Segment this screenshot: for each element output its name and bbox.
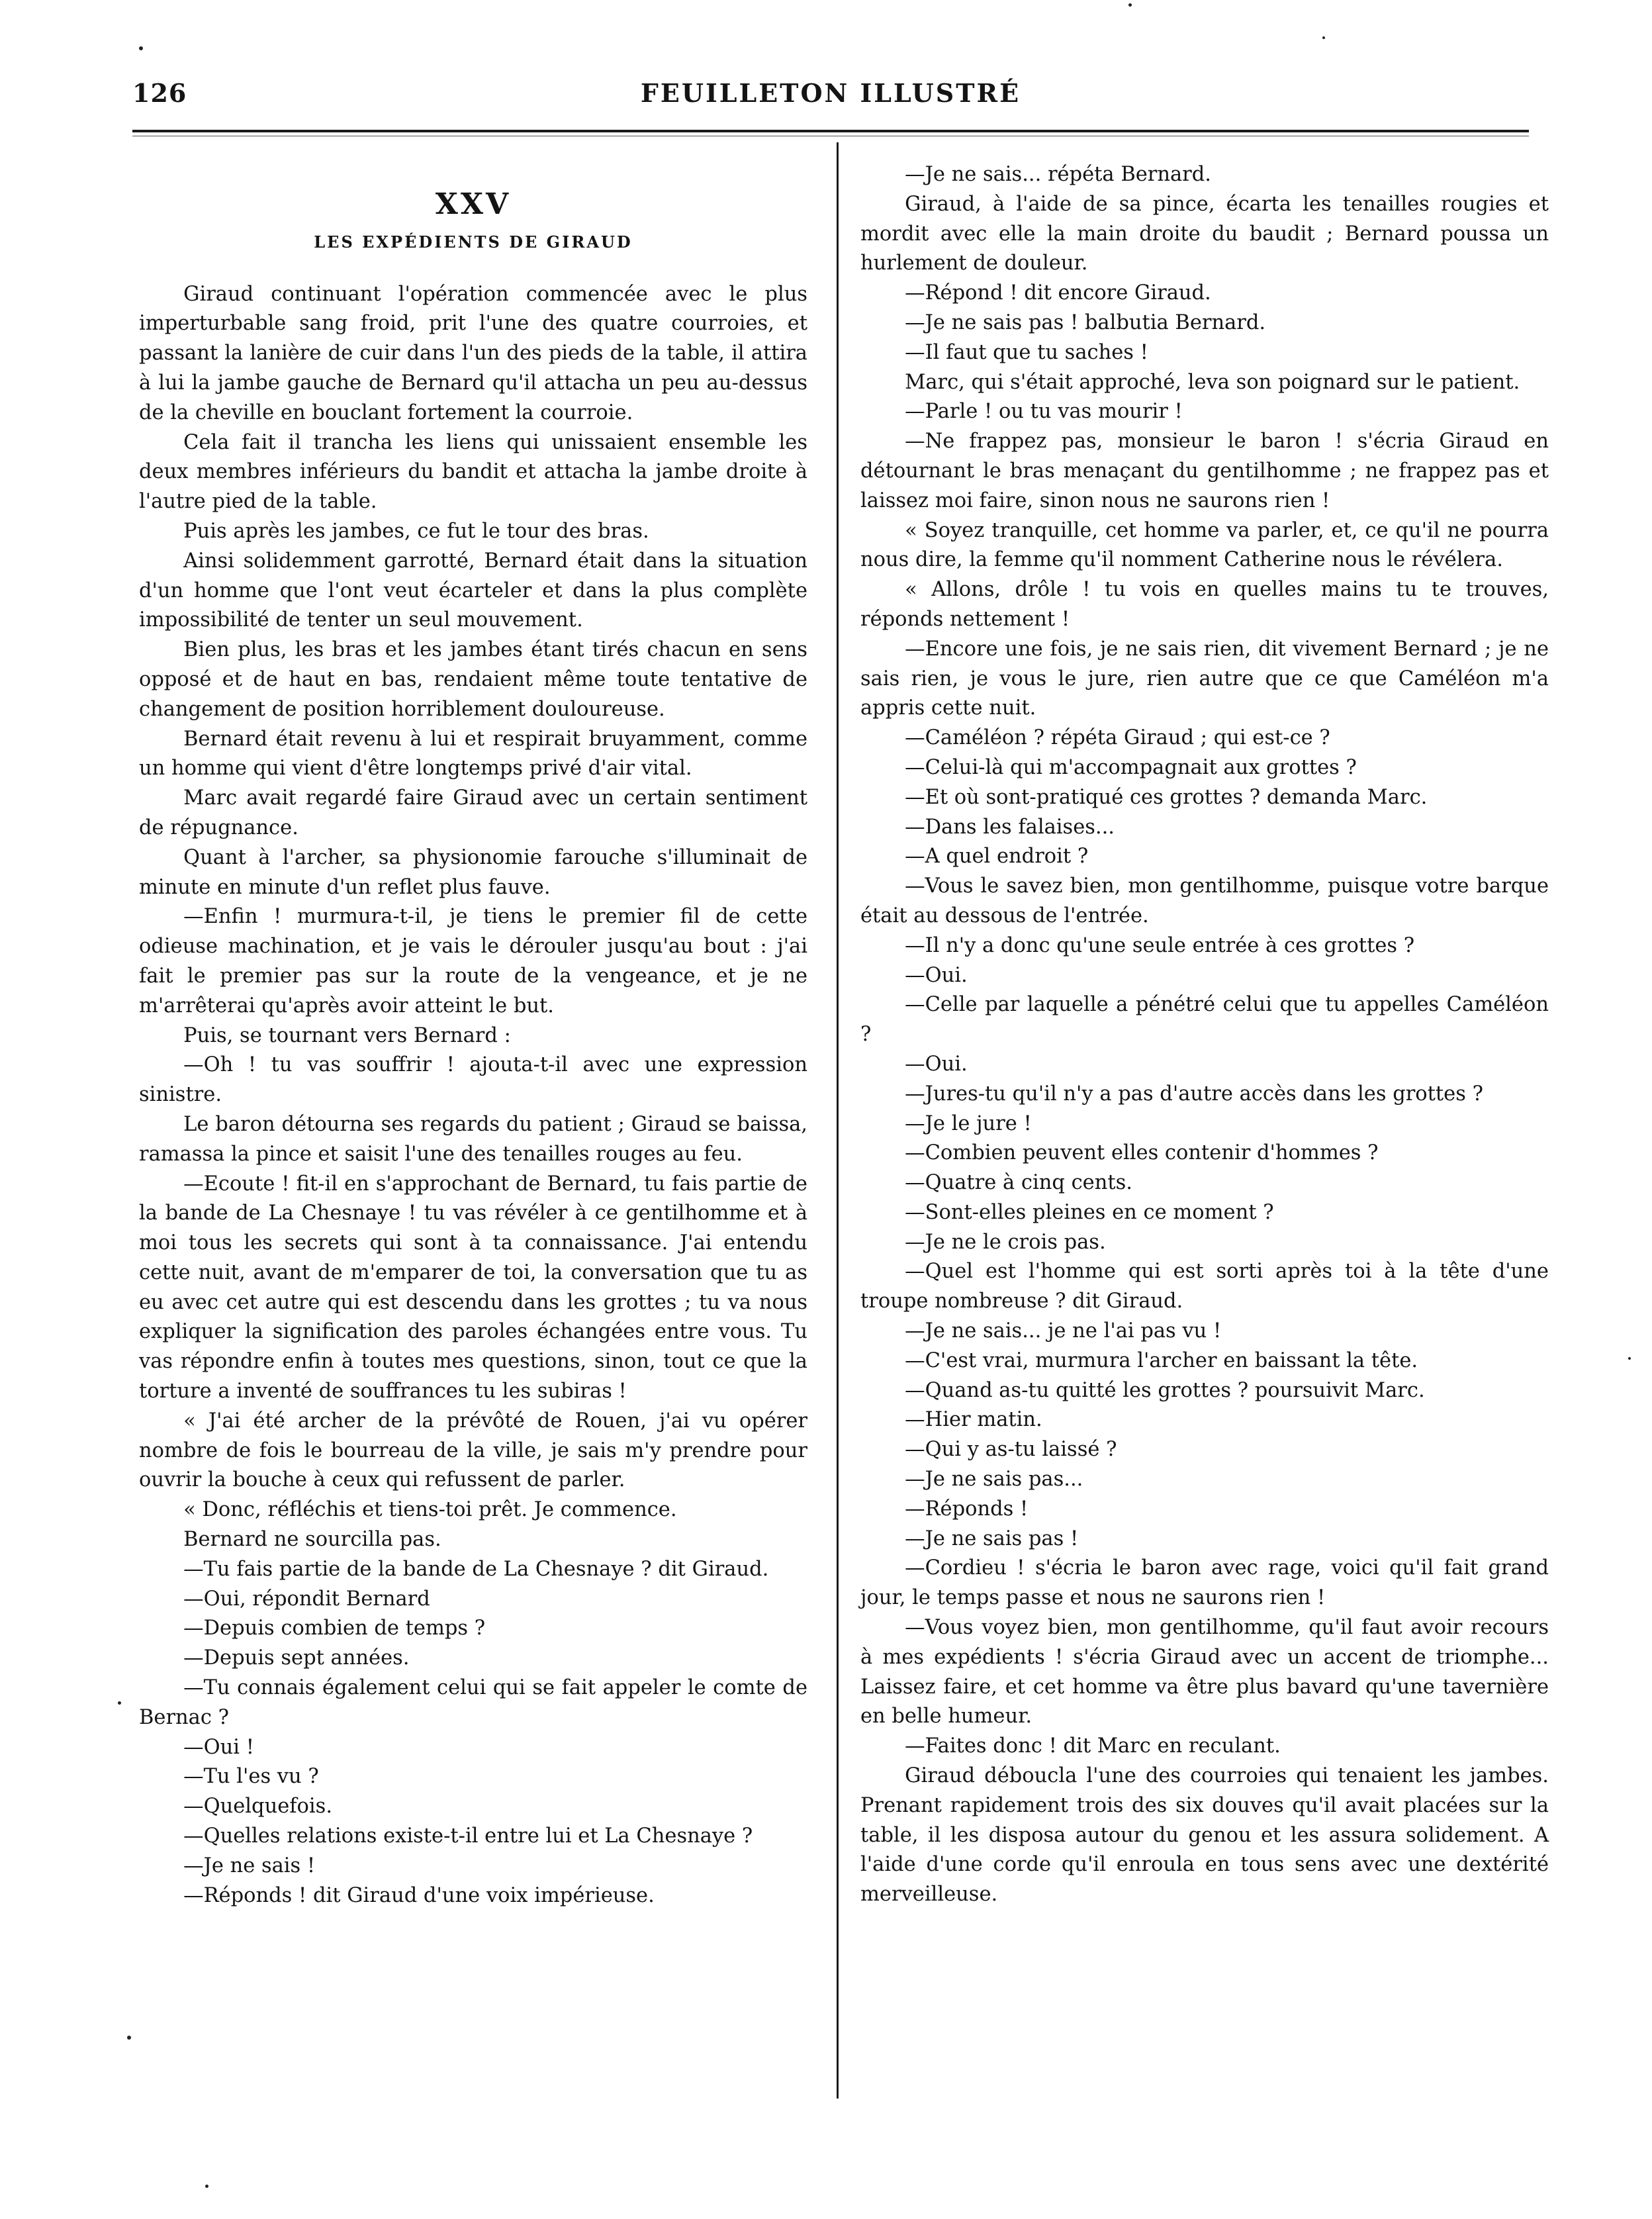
paragraph: —Je ne le crois pas.	[905, 1230, 1106, 1254]
paragraph: Marc, qui s'était approché, leva son poignard sur le patient.	[905, 370, 1520, 394]
paragraph: —Jures-tu qu'il n'y a pas d'autre accès dans les grottes ?	[905, 1082, 1483, 1106]
paragraph: « Allons, drôle ! tu vois en quelles mains tu te trouves, réponds nettement !	[860, 578, 1549, 631]
paragraph: —Il n'y a donc qu'une seule entrée à ces grottes ?	[905, 933, 1415, 957]
header-rule	[132, 130, 1529, 132]
paragraph: —Oui.	[905, 963, 968, 987]
paragraph: —Sont-elles pleines en ce moment ?	[905, 1200, 1274, 1224]
paragraph: —Tu l'es vu ?	[183, 1765, 319, 1789]
scan-speck	[139, 46, 143, 50]
paragraph: —Réponds !	[905, 1497, 1029, 1521]
paragraph: —Faites donc ! dit Marc en reculant.	[905, 1734, 1281, 1758]
paragraph: —Quand as-tu quitté les grottes ? poursuivit Marc.	[905, 1378, 1425, 1402]
paragraph: —Il faut que tu saches !	[905, 340, 1148, 364]
paragraph: —Et où sont-pratiqué ces grottes ? demanda Marc.	[905, 785, 1428, 809]
paragraph: Le baron détourna ses regards du patient ; Giraud se baissa, ramassa la pince et saisit l'une des tenailles rouges au feu.	[139, 1112, 807, 1166]
paragraph: —Dans les falaises...	[905, 815, 1115, 839]
paragraph: —Oui, répondit Bernard	[183, 1587, 430, 1611]
paragraph: —Depuis sept années.	[183, 1646, 410, 1670]
scan-speck	[1128, 3, 1132, 7]
paragraph: Bien plus, les bras et les jambes étant tirés chacun en sens opposé et de haut en bas, rendaient même toute tentative de changement de position horriblement douloureuse.	[139, 638, 807, 721]
chapter-title: LES EXPÉDIENTS DE GIRAUD	[314, 232, 633, 252]
paragraph: « Soyez tranquille, cet homme va parler, et, ce qu'il ne pourra nous dire, la femme qu'il nomment Catherine nous le révélera.	[860, 518, 1549, 572]
paragraph: —Quel est l'homme qui est sorti après toi à la tête d'une troupe nombreuse ? dit Giraud.	[860, 1260, 1549, 1313]
paragraph: Marc avait regardé faire Giraud avec un certain sentiment de répugnance.	[139, 786, 807, 839]
paragraph: —Celle par laquelle a pénétré celui que tu appelles Caméléon ?	[860, 993, 1549, 1047]
paragraph: —Qui y as-tu laissé ?	[905, 1438, 1117, 1462]
paragraph: —Répond ! dit encore Giraud.	[905, 281, 1211, 305]
paragraph: —Combien peuvent elles contenir d'hommes ?	[905, 1141, 1379, 1165]
paragraph: Puis, se tournant vers Bernard :	[183, 1023, 511, 1047]
paragraph: Bernard ne sourcilla pas.	[183, 1528, 441, 1552]
column-divider	[837, 142, 839, 2099]
left-column	[139, 149, 807, 1911]
paragraph: —Je le jure !	[905, 1111, 1032, 1135]
paragraph: « Donc, réfléchis et tiens-toi prêt. Je commence.	[183, 1498, 677, 1522]
scan-speck	[127, 2036, 131, 2040]
paragraph: —Hier matin.	[905, 1408, 1042, 1432]
paragraph: « J'ai été archer de la prévôté de Rouen, j'ai vu opérer nombre de fois le bourreau de la ville, je sais m'y prendre pour ouvrir la bouche à ceux qui refussent de parler.	[139, 1409, 807, 1492]
paragraph: —Caméléon ? répéta Giraud ; qui est-ce ?	[905, 726, 1330, 750]
paragraph: —Vous le savez bien, mon gentilhomme, puisque votre barque était au dessous de l'entrée.	[860, 874, 1549, 927]
paragraph: —A quel endroit ?	[905, 845, 1089, 869]
paragraph: —Je ne sais pas ! balbutia Bernard.	[905, 310, 1266, 334]
paragraph: Bernard était revenu à lui et respirait bruyamment, comme un homme qui vient d'être longtemps privé d'air vital.	[139, 727, 807, 780]
scan-speck	[205, 2185, 208, 2188]
paragraph: —Quelquefois.	[183, 1795, 333, 1818]
page-number: 126	[132, 78, 187, 108]
paragraph: —Ne frappez pas, monsieur le baron ! s'écria Giraud en détournant le bras menaçant du gentilhomme ; ne frappez pas et laissez moi faire, sinon nous ne saurons rien !	[860, 430, 1549, 512]
scan-speck	[118, 1701, 121, 1705]
paragraph: —Ecoute ! fit-il en s'approchant de Bernard, tu fais partie de la bande de La Chesnaye ! tu vas révéler à ce gentilhomme et à moi tous les secrets qui sont à ta connaissance. J'ai entendu cette nuit, avant de m'emparer de toi, la conversation que tu as eu avec cet autre qui est descendu dans les grottes ; tu va nous expliquer la signification des paroles échangées entre vous. Tu vas répondre enfin à toutes mes questions, sinon, tout ce que la torture a inventé de souffrances tu les subiras !	[139, 1172, 807, 1403]
paragraph: —Vous voyez bien, mon gentilhomme, qu'il faut avoir recours à mes expédients ! s'écria Giraud avec un accent de triomphe... Laissez faire, et cet homme va être plus bavard qu'une tavernière en belle humeur.	[860, 1616, 1549, 1728]
paragraph: —Réponds ! dit Giraud d'une voix impérieuse.	[183, 1883, 655, 1907]
paragraph: —Je ne sais !	[183, 1854, 316, 1877]
scan-speck	[1628, 1357, 1631, 1360]
paragraph: —Oui !	[183, 1735, 254, 1759]
paragraph: —C'est vrai, murmura l'archer en baissant la tête.	[905, 1348, 1418, 1372]
paragraph: —Je ne sais... répéta Bernard.	[905, 163, 1211, 186]
paragraph: —Cordieu ! s'écria le baron avec rage, voici qu'il fait grand jour, le temps passe et nous ne saurons rien !	[860, 1556, 1549, 1610]
paragraph: Puis après les jambes, ce fut le tour des bras.	[183, 519, 649, 543]
paragraph: —Tu fais partie de la bande de La Chesnaye ? dit Giraud.	[183, 1557, 769, 1581]
paragraph: Ainsi solidemment garrotté, Bernard était dans la situation d'un homme que l'ont veut écarteler et dans la plus complète impossibilité de tenter un seul mouvement.	[139, 549, 807, 632]
paragraph: Cela fait il trancha les liens qui unissaient ensemble les deux membres inférieurs du bandit et attacha la jambe droite à l'autre pied de la table.	[139, 430, 807, 514]
paragraph: —Parle ! ou tu vas mourir !	[905, 400, 1183, 424]
paragraph: —Quelles relations existe-t-il entre lui et La Chesnaye ?	[183, 1824, 753, 1848]
page-header	[132, 78, 1529, 124]
paragraph: Giraud continuant l'opération commencée avec le plus imperturbable sang froid, prit l'une des quatre courroies, et passant la lanière de cuir dans l'un des pieds de la table, il attira à lui la jambe gauche de Bernard qu'il attacha un peu au-dessus de la cheville en bouclant fortement la courroie.	[139, 282, 807, 424]
paragraph: —Je ne sais pas...	[905, 1468, 1083, 1491]
right-column	[860, 160, 1549, 1910]
scan-speck	[1322, 36, 1325, 39]
chapter-number: XXV	[435, 187, 512, 221]
paragraph: —Oui.	[905, 1052, 968, 1076]
paragraph: —Oh ! tu vas souffrir ! ajouta-t-il avec une expression sinistre.	[139, 1053, 807, 1107]
paragraph: —Encore une fois, je ne sais rien, dit vivement Bernard ; je ne sais rien, je vous le jure, rien autre que ce que Caméléon m'a appris cette nuit.	[860, 637, 1549, 720]
paragraph: —Tu connais également celui qui se fait appeler le comte de Bernac ?	[139, 1676, 807, 1729]
paragraph: —Je ne sais pas !	[905, 1527, 1079, 1550]
paragraph: —Enfin ! murmura-t-il, je tiens le premier fil de cette odieuse machination, et je vais le dérouler jusqu'au bout : j'ai fait le premier pas sur la route de la vengeance, et je ne m'arrêterai qu'après avoir atteint le but.	[139, 905, 807, 1017]
paragraph: —Je ne sais... je ne l'ai pas vu !	[905, 1319, 1222, 1343]
paragraph: —Depuis combien de temps ?	[183, 1617, 486, 1640]
paragraph: Giraud déboucla l'une des courroies qui tenaient les jambes. Prenant rapidement trois des six douves qu'il avait placées sur la table, il les disposa autour du genou et les assura solidement. A l'aide d'une corde qu'il enroula en tous sens avec une dextérité merveilleuse.	[860, 1764, 1549, 1907]
paragraph: —Celui-là qui m'accompagnait aux grottes ?	[905, 755, 1357, 779]
paragraph: Quant à l'archer, sa physionomie farouche s'illuminait de minute en minute d'un reflet plus fauve.	[139, 845, 807, 899]
paragraph: —Quatre à cinq cents.	[905, 1171, 1132, 1195]
running-title: FEUILLETON ILLUSTRÉ	[640, 78, 1021, 108]
paragraph: Giraud, à l'aide de sa pince, écarta les tenailles rougies et mordit avec elle la main droite du baudit ; Bernard poussa un hurlement de douleur.	[860, 192, 1549, 275]
